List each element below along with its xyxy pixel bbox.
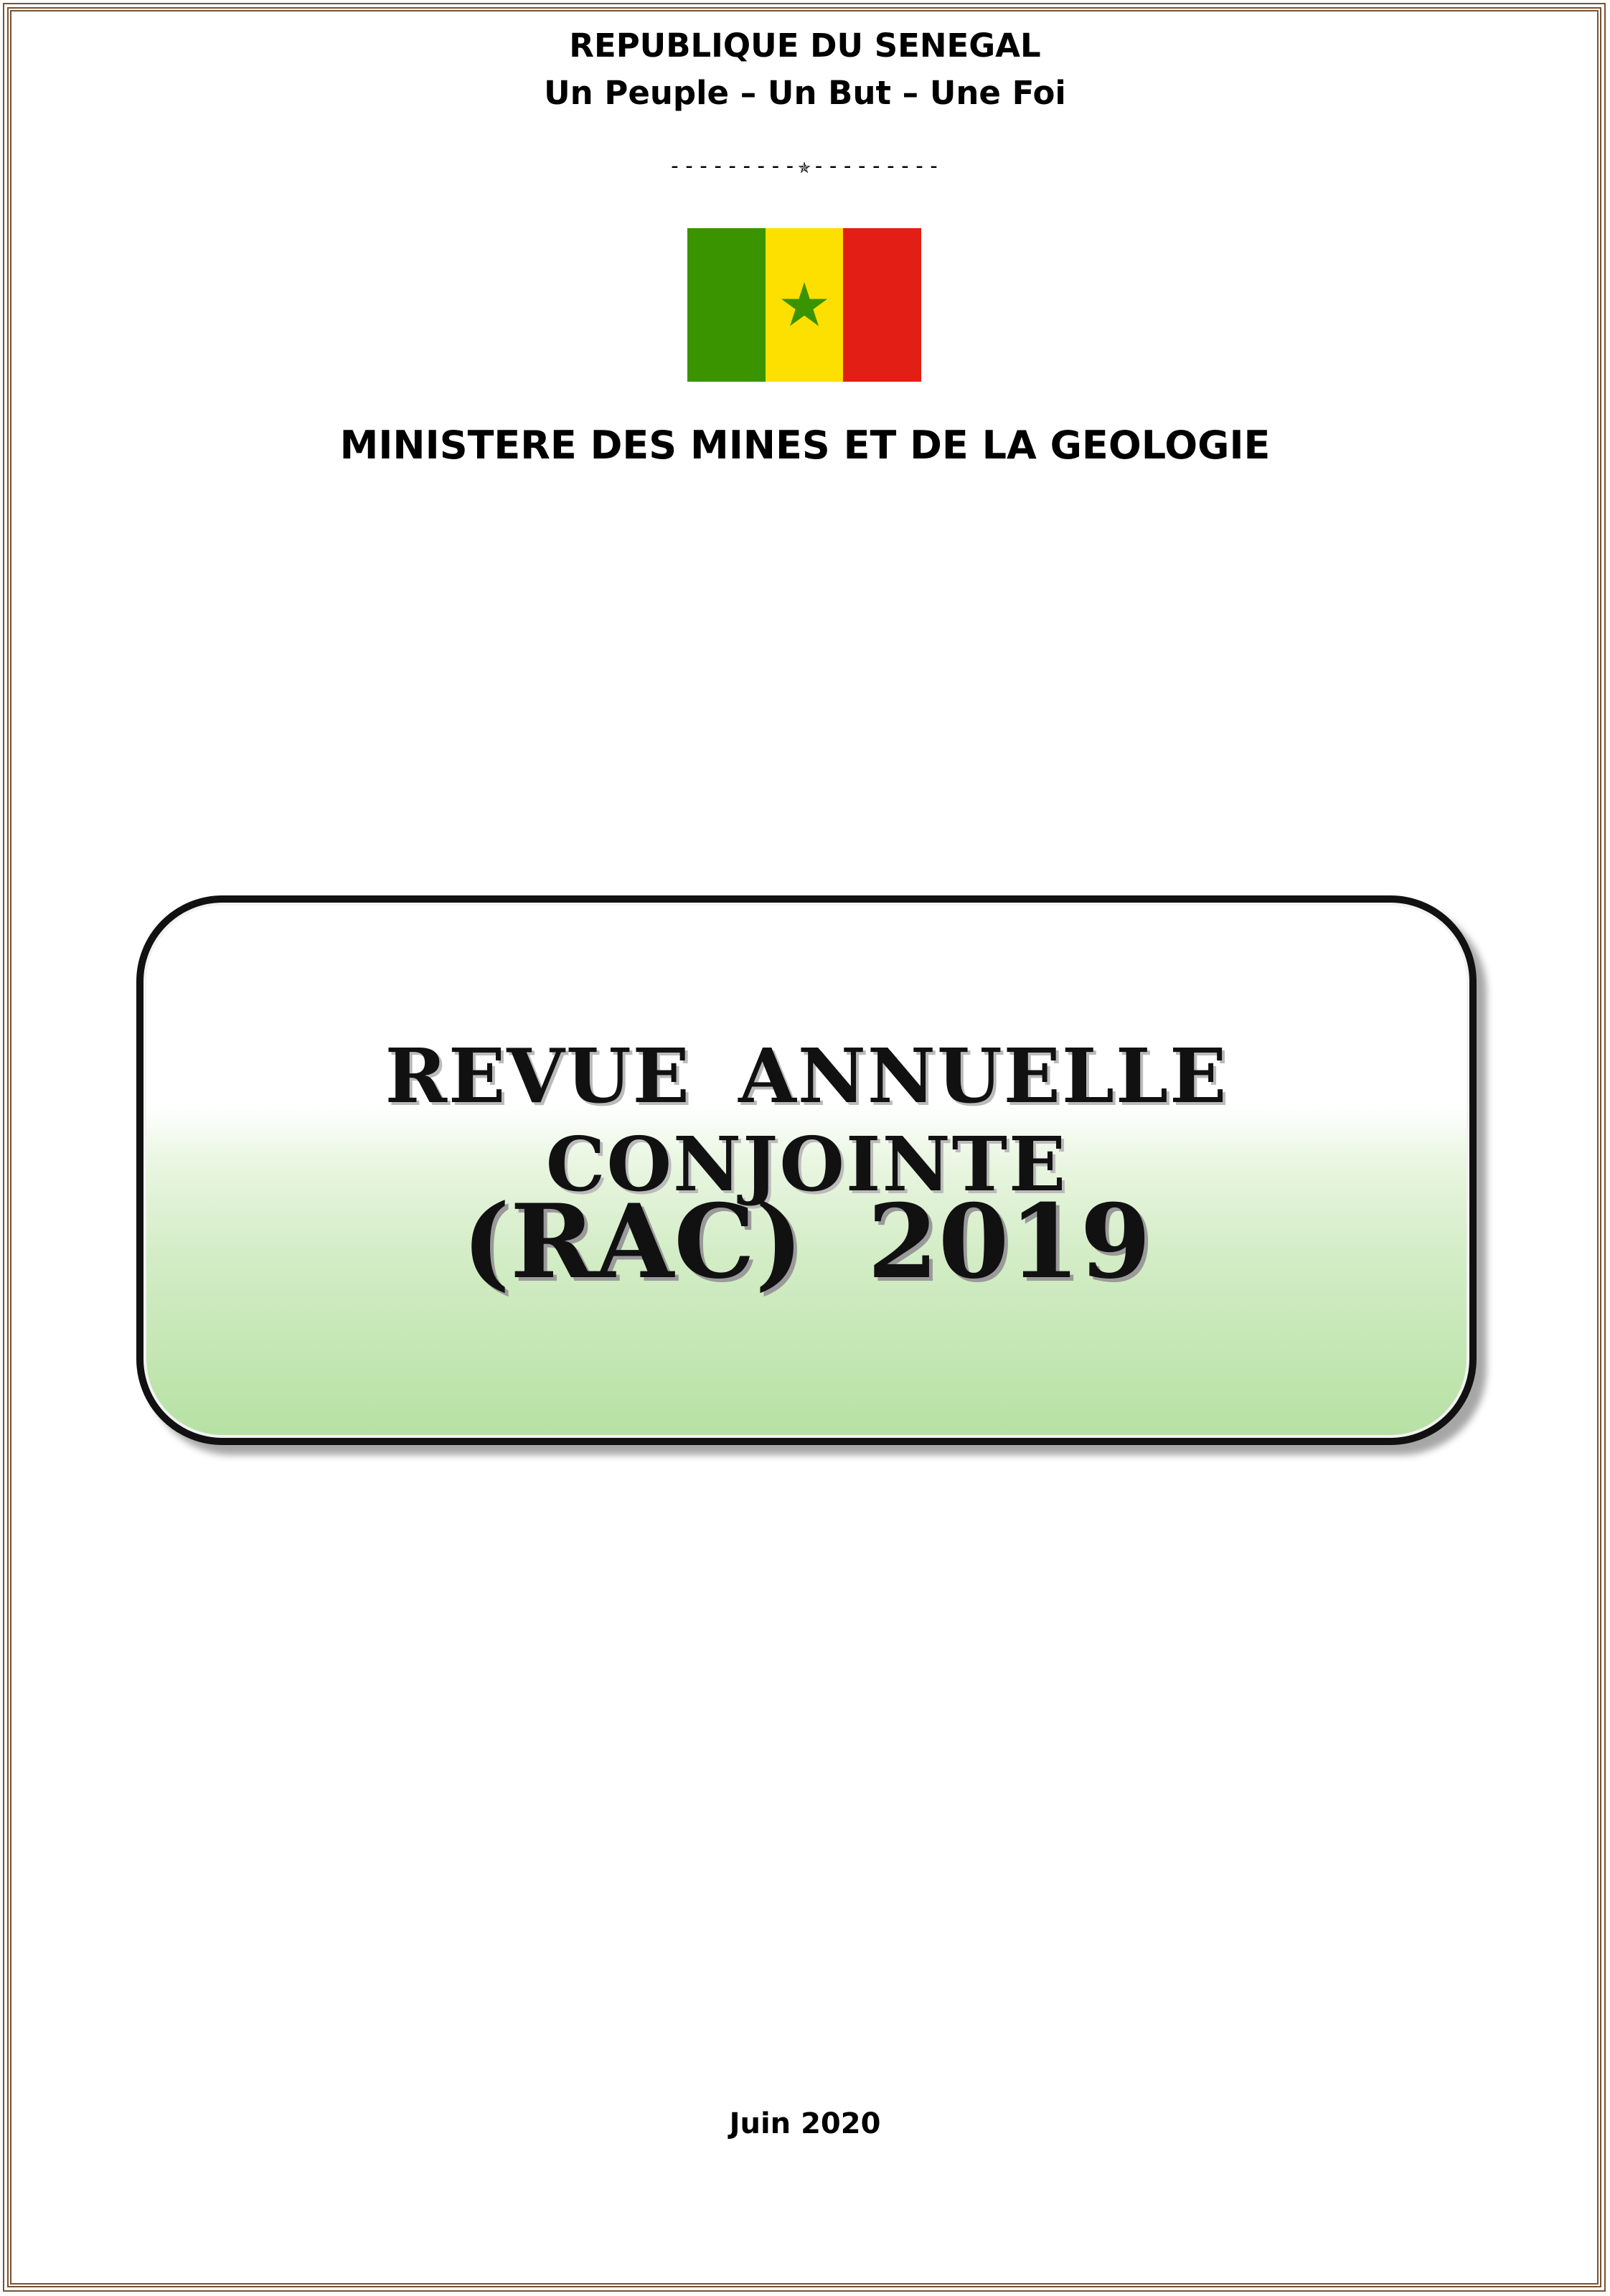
flag-green-band bbox=[687, 228, 766, 382]
title-box bbox=[136, 895, 1477, 1445]
flag-yellow-band bbox=[766, 228, 844, 382]
document-subtitle: (RAC) 2019 bbox=[461, 1182, 1152, 1302]
national-motto: Un Peuple – Un But – Une Foi bbox=[544, 74, 1066, 112]
star-icon: ★ bbox=[777, 270, 832, 340]
senegal-flag bbox=[687, 228, 921, 382]
document-title: REVUE ANNUELLE CONJOINTE bbox=[385, 1032, 1228, 1208]
country-name: REPUBLIQUE DU SENEGAL bbox=[569, 27, 1041, 65]
ministry-name: MINISTERE DES MINES ET DE LA GEOLOGIE bbox=[339, 423, 1271, 468]
separator-line: ---------✯--------- bbox=[668, 154, 942, 179]
publication-date: Juin 2020 bbox=[729, 2107, 881, 2140]
flag-red-band bbox=[843, 228, 921, 382]
